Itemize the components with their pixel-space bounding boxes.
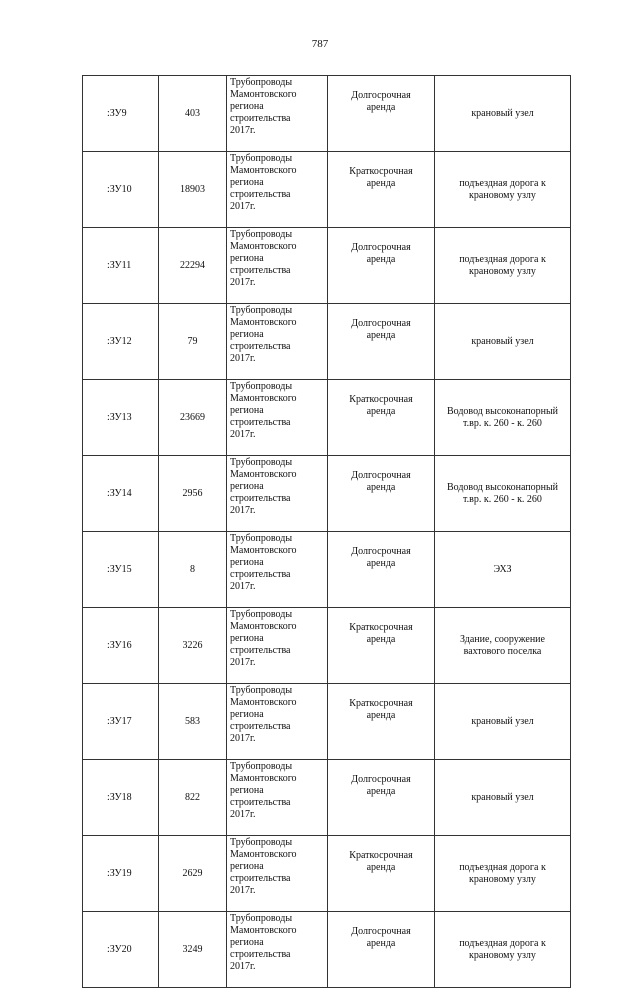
purpose-cell <box>435 532 571 608</box>
description-line: 2017г. <box>230 125 256 136</box>
lease-type-line: Долгосрочная <box>351 242 411 253</box>
page-number: 787 <box>311 38 329 50</box>
description-line: Мамонтовского <box>230 317 297 328</box>
description-line: Трубопроводы <box>230 609 293 620</box>
description-line: Трубопроводы <box>230 305 293 316</box>
lease-type-line: Долгосрочная <box>351 926 411 937</box>
lease-type-cell <box>328 228 435 304</box>
description-line: 2017г. <box>230 581 256 592</box>
table-row <box>83 152 571 228</box>
area-cell: 3249 <box>159 912 227 988</box>
area-cell: 403 <box>159 76 227 152</box>
table-row <box>83 76 571 152</box>
table-row <box>83 304 571 380</box>
description-line: строительства <box>230 341 291 352</box>
lease-type-line: Долгосрочная <box>351 470 411 481</box>
purpose-cell <box>435 228 571 304</box>
lease-type-line: аренда <box>366 786 396 797</box>
description-line: строительства <box>230 797 291 808</box>
plot-id-cell: :ЗУ18 <box>83 760 159 836</box>
description-line: региона <box>230 329 264 340</box>
table-row <box>83 456 571 532</box>
description-line: Мамонтовского <box>230 849 297 860</box>
lease-type-cell <box>328 380 435 456</box>
lease-type-line: аренда <box>366 330 396 341</box>
description-cell <box>227 760 328 836</box>
purpose-text: подъездная дорога к крановому узлу <box>459 253 546 277</box>
description-line: 2017г. <box>230 277 256 288</box>
purpose-text: крановый узел <box>471 791 534 803</box>
description-cell <box>227 684 328 760</box>
area-cell: 2629 <box>159 836 227 912</box>
description-line: строительства <box>230 873 291 884</box>
table-row <box>83 228 571 304</box>
description-line: строительства <box>230 721 291 732</box>
description-line: Мамонтовского <box>230 925 297 936</box>
description-line: Трубопроводы <box>230 761 293 772</box>
purpose-cell <box>435 380 571 456</box>
description-line: региона <box>230 253 264 264</box>
description-line: региона <box>230 709 264 720</box>
description-line: Трубопроводы <box>230 229 293 240</box>
description-line: региона <box>230 633 264 644</box>
area-cell: 2956 <box>159 456 227 532</box>
lease-type-line: аренда <box>366 938 396 949</box>
lease-type-line: аренда <box>366 862 396 873</box>
description-line: Мамонтовского <box>230 697 297 708</box>
lease-type-line: Краткосрочная <box>349 622 413 633</box>
area-cell: 22294 <box>159 228 227 304</box>
description-line: строительства <box>230 113 291 124</box>
description-line: региона <box>230 861 264 872</box>
purpose-cell <box>435 304 571 380</box>
lease-type-cell <box>328 836 435 912</box>
lease-type-line: Краткосрочная <box>349 850 413 861</box>
purpose-text: Водовод высоконапорный т.вр. к. 260 - к. 260 <box>446 405 559 429</box>
lease-type-cell <box>328 760 435 836</box>
purpose-text: Здание, сооружение вахтового поселка <box>460 633 545 657</box>
description-line: 2017г. <box>230 201 256 212</box>
description-line: 2017г. <box>230 961 256 972</box>
plot-id-cell: :ЗУ13 <box>83 380 159 456</box>
lease-type-line: Долгосрочная <box>351 318 411 329</box>
description-line: 2017г. <box>230 885 256 896</box>
purpose-cell <box>435 152 571 228</box>
table-row <box>83 684 571 760</box>
table-row <box>83 836 571 912</box>
description-cell <box>227 380 328 456</box>
description-line: строительства <box>230 569 291 580</box>
plot-id-cell: :ЗУ16 <box>83 608 159 684</box>
purpose-text: крановый узел <box>471 107 534 119</box>
description-cell <box>227 76 328 152</box>
area-cell: 18903 <box>159 152 227 228</box>
lease-type-line: Краткосрочная <box>349 166 413 177</box>
purpose-cell <box>435 760 571 836</box>
lease-type-line: Долгосрочная <box>351 546 411 557</box>
purpose-text: крановый узел <box>471 335 534 347</box>
purpose-cell <box>435 76 571 152</box>
description-line: Трубопроводы <box>230 533 293 544</box>
description-line: 2017г. <box>230 353 256 364</box>
lease-type-line: аренда <box>366 634 396 645</box>
lease-type-cell <box>328 76 435 152</box>
purpose-text: крановый узел <box>471 715 534 727</box>
purpose-cell <box>435 456 571 532</box>
description-cell <box>227 836 328 912</box>
table-row <box>83 912 571 988</box>
plot-id-cell: :ЗУ14 <box>83 456 159 532</box>
description-line: Мамонтовского <box>230 241 297 252</box>
table-row <box>83 532 571 608</box>
plot-id-cell: :ЗУ10 <box>83 152 159 228</box>
table-row <box>83 760 571 836</box>
description-line: региона <box>230 937 264 948</box>
lease-type-line: аренда <box>366 482 396 493</box>
lease-type-line: аренда <box>366 558 396 569</box>
description-line: Трубопроводы <box>230 153 293 164</box>
description-line: Мамонтовского <box>230 773 297 784</box>
purpose-text: подъездная дорога к крановому узлу <box>459 861 546 885</box>
lease-type-line: аренда <box>366 406 396 417</box>
lease-type-cell <box>328 532 435 608</box>
area-cell: 8 <box>159 532 227 608</box>
lease-type-cell <box>328 456 435 532</box>
description-line: строительства <box>230 645 291 656</box>
description-line: региона <box>230 177 264 188</box>
description-line: строительства <box>230 265 291 276</box>
table-row <box>83 608 571 684</box>
plot-id-cell: :ЗУ20 <box>83 912 159 988</box>
description-line: региона <box>230 785 264 796</box>
description-line: строительства <box>230 189 291 200</box>
description-cell <box>227 152 328 228</box>
description-line: Трубопроводы <box>230 913 293 924</box>
description-line: региона <box>230 557 264 568</box>
land-plots-table <box>82 75 571 988</box>
description-line: 2017г. <box>230 657 256 668</box>
description-cell <box>227 608 328 684</box>
plot-id-cell: :ЗУ11 <box>83 228 159 304</box>
purpose-text: подъездная дорога к крановому узлу <box>459 937 546 961</box>
description-line: Трубопроводы <box>230 457 293 468</box>
purpose-cell <box>435 608 571 684</box>
description-line: строительства <box>230 493 291 504</box>
description-line: Мамонтовского <box>230 545 297 556</box>
lease-type-cell <box>328 304 435 380</box>
purpose-text: Водовод высоконапорный т.вр. к. 260 - к. 260 <box>446 481 559 505</box>
description-line: 2017г. <box>230 429 256 440</box>
purpose-text: подъездная дорога к крановому узлу <box>459 177 546 201</box>
description-line: Трубопроводы <box>230 837 293 848</box>
lease-type-line: аренда <box>366 710 396 721</box>
purpose-cell <box>435 684 571 760</box>
description-line: строительства <box>230 417 291 428</box>
lease-type-cell <box>328 912 435 988</box>
description-line: 2017г. <box>230 809 256 820</box>
lease-type-line: Долгосрочная <box>351 774 411 785</box>
area-cell: 822 <box>159 760 227 836</box>
description-cell <box>227 228 328 304</box>
description-line: региона <box>230 101 264 112</box>
area-cell: 23669 <box>159 380 227 456</box>
lease-type-line: аренда <box>366 102 396 113</box>
lease-type-line: Краткосрочная <box>349 394 413 405</box>
lease-type-line: аренда <box>366 254 396 265</box>
description-cell <box>227 532 328 608</box>
description-line: 2017г. <box>230 505 256 516</box>
description-line: региона <box>230 481 264 492</box>
description-line: Мамонтовского <box>230 89 297 100</box>
lease-type-cell <box>328 684 435 760</box>
description-line: Трубопроводы <box>230 77 293 88</box>
area-cell: 583 <box>159 684 227 760</box>
description-line: Мамонтовского <box>230 393 297 404</box>
table-row <box>83 380 571 456</box>
description-line: 2017г. <box>230 733 256 744</box>
purpose-cell <box>435 836 571 912</box>
table-body <box>83 76 571 988</box>
lease-type-line: Краткосрочная <box>349 698 413 709</box>
description-line: Трубопроводы <box>230 685 293 696</box>
description-line: строительства <box>230 949 291 960</box>
description-cell <box>227 912 328 988</box>
plot-id-cell: :ЗУ19 <box>83 836 159 912</box>
description-line: региона <box>230 405 264 416</box>
area-cell: 79 <box>159 304 227 380</box>
lease-type-line: Долгосрочная <box>351 90 411 101</box>
plot-id-cell: :ЗУ15 <box>83 532 159 608</box>
plot-id-cell: :ЗУ12 <box>83 304 159 380</box>
description-line: Мамонтовского <box>230 621 297 632</box>
description-cell <box>227 304 328 380</box>
purpose-cell <box>435 912 571 988</box>
area-cell: 3226 <box>159 608 227 684</box>
purpose-text: ЭХЗ <box>493 563 512 575</box>
lease-type-line: аренда <box>366 178 396 189</box>
description-line: Трубопроводы <box>230 381 293 392</box>
description-cell <box>227 456 328 532</box>
description-line: Мамонтовского <box>230 469 297 480</box>
lease-type-cell <box>328 152 435 228</box>
plot-id-cell: :ЗУ9 <box>83 76 159 152</box>
description-line: Мамонтовского <box>230 165 297 176</box>
lease-type-cell <box>328 608 435 684</box>
plot-id-cell: :ЗУ17 <box>83 684 159 760</box>
